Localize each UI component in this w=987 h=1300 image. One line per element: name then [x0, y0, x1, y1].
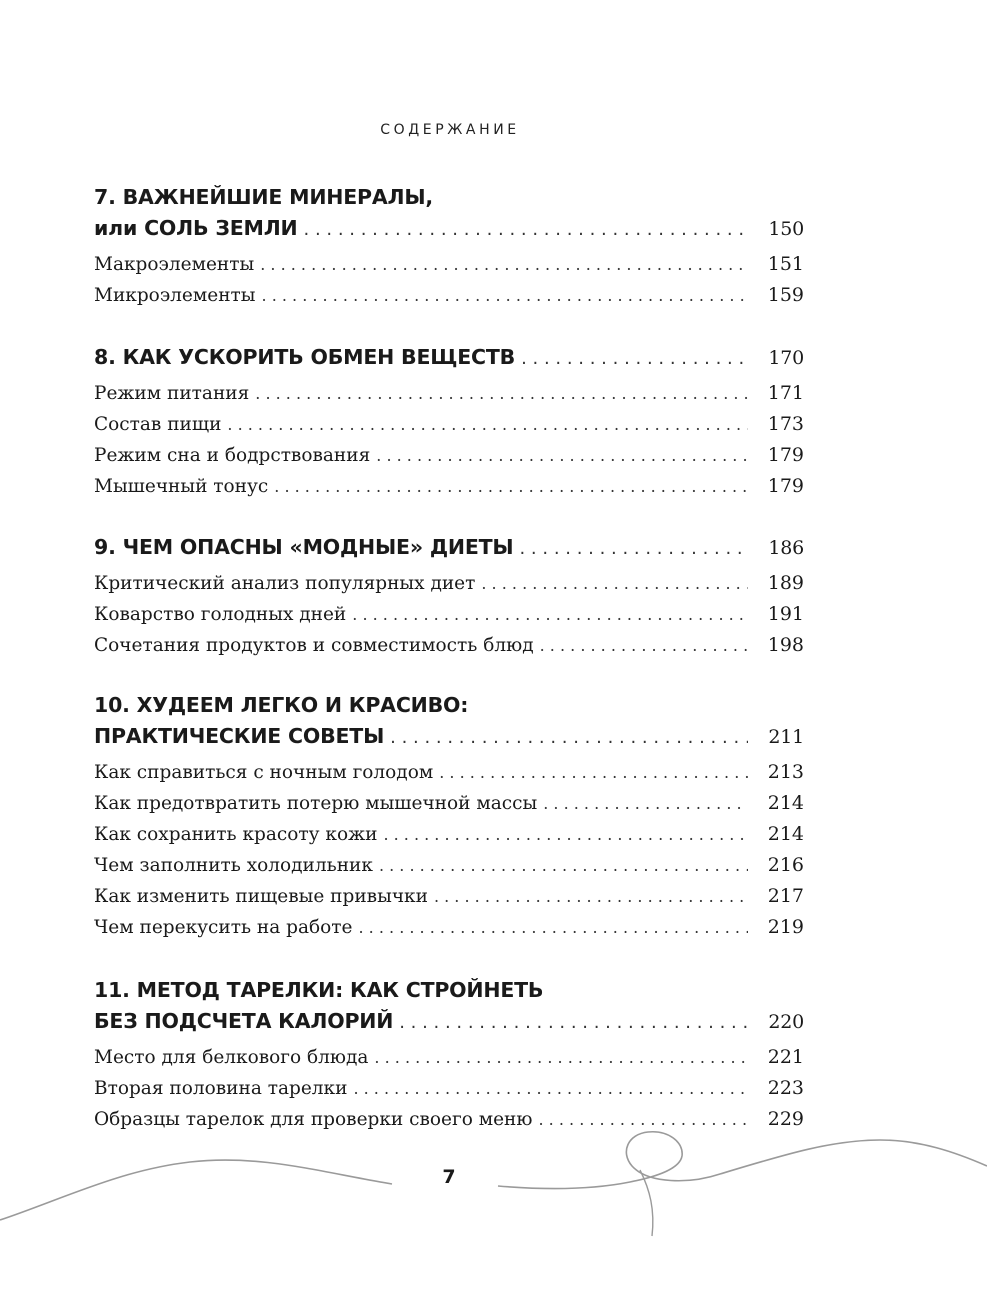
section-title: Режим сна и бодрствования [94, 445, 371, 466]
chapter-title: 8. КАК УСКОРИТЬ ОБМЕН ВЕЩЕСТВ [94, 345, 516, 369]
left-swirl-line [0, 1160, 392, 1220]
page-number: 213 [767, 761, 804, 783]
toc-chapter-9 [94, 532, 804, 661]
section-title: Как справиться с ночным голодом [94, 762, 434, 783]
section-entry[interactable] [94, 249, 804, 280]
dot-leader [374, 1042, 748, 1073]
chapter-title: БЕЗ ПОДСЧЕТА КАЛОРИЙ [94, 1009, 394, 1033]
section-title: Образцы тарелок для проверки своего меню [94, 1109, 533, 1130]
section-title: Чем заполнить холодильник [94, 855, 373, 876]
section-title: Чем перекусить на работе [94, 917, 353, 938]
section-entry[interactable] [94, 1073, 804, 1104]
chapter-entry[interactable] [94, 532, 804, 563]
page-number: 216 [767, 854, 804, 876]
chapter-title: 7. ВАЖНЕЙШИЕ МИНЕРАЛЫ, [94, 185, 433, 209]
page-number: 179 [767, 444, 804, 466]
section-entry[interactable] [94, 881, 804, 912]
chapter-entry[interactable] [94, 213, 804, 244]
dot-leader [521, 343, 748, 374]
chapter-title: 10. ХУДЕЕМ ЛЕГКО И КРАСИВО: [94, 693, 469, 717]
page-number: 219 [767, 916, 804, 938]
section-entry[interactable] [94, 599, 804, 630]
page-number-footer: 7 [442, 1166, 456, 1188]
page-number: 170 [768, 347, 804, 369]
section-title: Как сохранить красоту кожи [94, 824, 378, 845]
section-title: Режим питания [94, 383, 250, 404]
chapter-title: 9. ЧЕМ ОПАСНЫ «МОДНЫЕ» ДИЕТЫ [94, 535, 514, 559]
section-title: Макроэлементы [94, 254, 255, 275]
page-number: 191 [767, 603, 804, 625]
page-number: 150 [768, 218, 804, 240]
section-title: Сочетания продуктов и совместимость блюд [94, 635, 534, 656]
chapter-title-line1 [94, 182, 804, 213]
page-number: 159 [767, 284, 804, 306]
section-entry[interactable] [94, 440, 804, 471]
dot-leader [353, 1073, 748, 1104]
chapter-title: 11. МЕТОД ТАРЕЛКИ: КАК СТРОЙНЕТЬ [94, 978, 544, 1002]
section-title: Коварство голодных дней [94, 604, 347, 625]
dot-leader [260, 249, 748, 280]
chapter-title: или СОЛЬ ЗЕМЛИ [94, 216, 298, 240]
section-entry[interactable] [94, 850, 804, 881]
section-title: Критический анализ популярных диет [94, 573, 476, 594]
dot-leader [390, 722, 748, 753]
section-entry[interactable] [94, 912, 804, 943]
chapter-entry[interactable] [94, 1006, 804, 1037]
right-swirl-line [498, 1132, 987, 1189]
toc-chapter-7 [94, 182, 804, 311]
section-entry[interactable] [94, 378, 804, 409]
dot-leader [379, 850, 748, 881]
section-entry[interactable] [94, 788, 804, 819]
section-title: Как предотвратить потерю мышечной массы [94, 793, 538, 814]
dot-leader [543, 788, 748, 819]
page-number: 189 [767, 572, 804, 594]
toc-chapter-11 [94, 975, 804, 1135]
dot-leader [227, 409, 748, 440]
dot-leader [304, 214, 749, 245]
section-entry[interactable] [94, 630, 804, 661]
page-number: 171 [767, 382, 804, 404]
running-title: СОДЕРЖАНИЕ [380, 122, 520, 138]
page-number: 214 [767, 792, 804, 814]
dot-leader [352, 599, 748, 630]
section-entry[interactable] [94, 471, 804, 502]
chapter-title: ПРАКТИЧЕСКИЕ СОВЕТЫ [94, 724, 385, 748]
dot-leader [540, 630, 748, 661]
page-number: 220 [768, 1011, 804, 1033]
section-entry[interactable] [94, 280, 804, 311]
page-number: 173 [767, 413, 804, 435]
dot-leader [439, 757, 748, 788]
page-number: 211 [768, 726, 804, 748]
dot-leader [359, 912, 749, 943]
section-title: Микроэлементы [94, 285, 256, 306]
toc-chapter-8 [94, 342, 804, 502]
dot-leader [434, 881, 748, 912]
page-number: 186 [768, 537, 804, 559]
section-entry[interactable] [94, 819, 804, 850]
section-entry[interactable] [94, 409, 804, 440]
section-title: Мышечный тонус [94, 476, 269, 497]
section-entry[interactable] [94, 1042, 804, 1073]
page-number: 229 [767, 1108, 804, 1130]
page-number: 151 [767, 253, 804, 275]
chapter-title-line1 [94, 975, 804, 1006]
section-title: Вторая половина тарелки [94, 1078, 348, 1099]
toc-chapter-10 [94, 690, 804, 943]
chapter-title-line1 [94, 690, 804, 721]
dot-leader [383, 819, 748, 850]
section-title: Состав пищи [94, 414, 222, 435]
dot-leader [262, 280, 748, 311]
page-number: 217 [767, 885, 804, 907]
chapter-entry[interactable] [94, 721, 804, 752]
page-number: 221 [767, 1046, 804, 1068]
section-title: Место для белкового блюда [94, 1047, 369, 1068]
dot-leader [274, 471, 748, 502]
dot-leader [519, 533, 748, 564]
dot-leader [255, 378, 748, 409]
page-number: 214 [767, 823, 804, 845]
section-entry[interactable] [94, 757, 804, 788]
dot-leader [376, 440, 748, 471]
page-number: 198 [767, 634, 804, 656]
dot-leader [399, 1007, 748, 1038]
dot-leader [481, 568, 748, 599]
chapter-entry[interactable] [94, 342, 804, 373]
section-entry[interactable] [94, 568, 804, 599]
page-number: 223 [767, 1077, 804, 1099]
decorative-swirl-ornament [0, 1130, 987, 1240]
section-title: Как изменить пищевые привычки [94, 886, 428, 907]
page-number: 179 [767, 475, 804, 497]
